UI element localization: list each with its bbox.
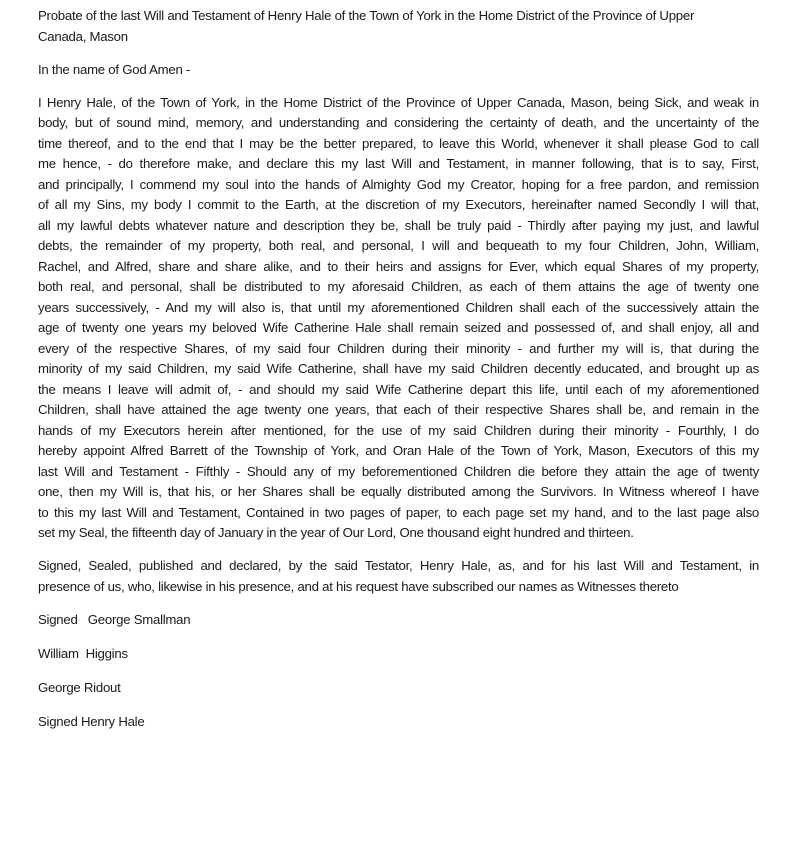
body-line: set my Seal, the fifteenth day of January in the year of Our Lord, One thousand eight hundred and thirteen.	[38, 525, 634, 540]
document-title	[38, 6, 759, 47]
body-line: me hence, - do therefore make, and declare this my last Will and Testament, in manner following, that is to say, First,	[38, 156, 759, 171]
signature-line: George Ridout	[38, 679, 121, 695]
body-line: age of twenty one years my beloved Wife Catherine Hale shall remain seized and possessed of, and shall enjoy, all and	[38, 320, 759, 335]
body-line: hands of my Executors herein after mentioned, for the use of my said Children during their minority - Fourthly, I do	[38, 422, 759, 438]
signature-line: William Higgins	[38, 645, 128, 661]
body-line: of all my Sins, my body I commit to the Earth, at the discretion of my Executors, hereinafter named Secondly I will that,	[38, 197, 759, 212]
title-line: Canada, Mason	[38, 28, 128, 44]
signature-block	[38, 610, 759, 733]
body-line: one, then my Will is, that his, or her Shares shall be equally distributed among the Survivors. In Witness whereof I have	[38, 484, 759, 499]
attestation-line: Signed, Sealed, published and declared, by the said Testator, Henry Hale, as, and for his last Will and Testament, in	[38, 558, 759, 573]
body-line: last Will and Testament - Fifthly - Should any of my beforementioned Children die before they attain the age of twenty	[38, 463, 759, 479]
invocation	[38, 60, 759, 81]
body-line: body, but of sound mind, memory, and understanding and considering the certainty of death, and the uncertainty of the	[38, 115, 759, 130]
invocation-line: In the name of God Amen -	[38, 61, 191, 77]
body-line: to this my last Will and Testament, Contained in two pages of paper, to each page set my hand, and to the last page also	[38, 504, 759, 520]
body-line: I Henry Hale, of the Town of York, in the Home District of the Province of Upper Canada, Mason, being Sick, and weak in	[38, 94, 759, 110]
body-line: hereby appoint Alfred Barrett of the Township of York, and Oran Hale of the Town of York, Mason, Executors of this my	[38, 443, 759, 458]
signature-line: Signed Henry Hale	[38, 713, 145, 729]
body-line: years successively, - And my will also is, that until my aforementioned Children shall each of the successively attain the	[38, 299, 759, 315]
body-line: and principally, I commend my soul into the hands of Almighty God my Creator, hoping for a free pardon, and remission	[38, 176, 759, 192]
body-line: minority of my said Children, my said Wife Catherine, shall have my said Children decently educated, and brought up as	[38, 361, 759, 376]
body-line: the means I leave will admit of, - and should my said Wife Catherine depart this life, until each of my aforementioned	[38, 381, 759, 397]
attestation-clause	[38, 556, 759, 597]
body-line: every of the respective Shares, of my said four Children during their minority - and further my will is, that during the	[38, 340, 759, 356]
body-line: time thereof, and to the end that I may be the better prepared, to leave this World, whenever it shall please God to call	[38, 135, 759, 151]
title-line: Probate of the last Will and Testament of Henry Hale of the Town of York in the Home District of the Province of Upper	[38, 8, 695, 23]
will-body	[38, 93, 759, 544]
body-line: both real, and personal, shall be distributed to my aforesaid Children, as each of them attains the age of twenty one	[38, 279, 759, 294]
attestation-line: presence of us, who, likewise in his presence, and at his request have subscribed our names as Witnesses thereto	[38, 578, 679, 594]
body-line: Rachel, and Alfred, share and share alike, and to their heirs and assigns for Ever, which equal Shares of my property,	[38, 258, 759, 274]
body-line: all my lawful debts whatever nature and description they be, shall be truly paid - Thirdly after paying my just, and lawful	[38, 217, 759, 233]
document-page	[38, 6, 759, 746]
body-line: debts, the remainder of my property, both real, and personal, I will and bequeath to my four Children, John, William,	[38, 238, 759, 253]
signature-line: Signed George Smallman	[38, 611, 191, 627]
body-line: Children, shall have attained the age twenty one years, that each of their respective Shares shall be, and remain in the	[38, 402, 759, 417]
